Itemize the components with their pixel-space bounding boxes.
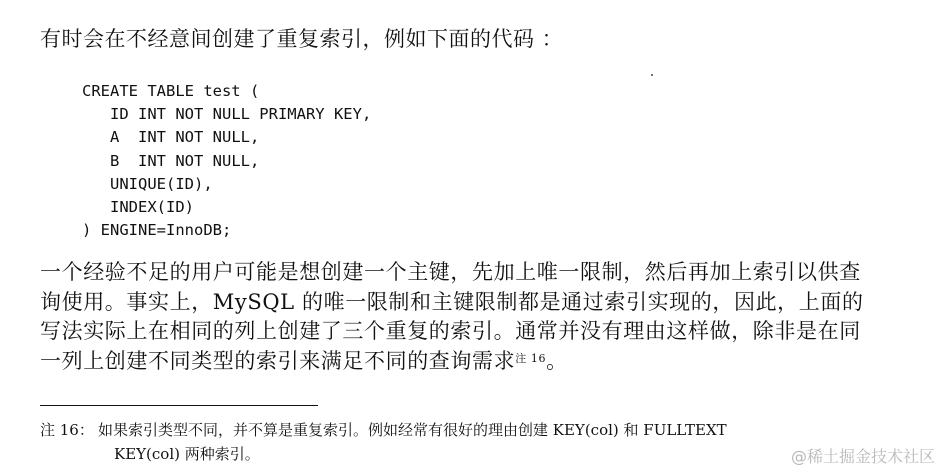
scan-speck [651, 74, 653, 76]
footnote-line-1: 如果索引类型不同，并不算是重复索引。例如经常有很好的理由创建 KEY(col) 和 FULLTEXT [98, 421, 727, 439]
footnote-label: 注 16： [40, 421, 94, 439]
footnote-line-2: KEY(col) 两种索引。 [114, 445, 260, 463]
code-block [82, 80, 371, 242]
intro-text: 有时会在不经意间创建了重复索引，例如下面的代码 ： [40, 27, 564, 51]
code-line: UNIQUE(ID), [110, 174, 213, 193]
footnote [40, 418, 727, 466]
code-line: INDEX(ID) [110, 197, 194, 216]
code-line: B INT NOT NULL, [110, 151, 260, 170]
paragraph-line: 写法实际上在相同的列上创建了三个重复的索引。通常并没有理由这样做，除非是在同 [40, 319, 861, 343]
paragraph-line: 询使用。事实上，MySQL 的唯一限制和主键限制都是通过索引实现的，因此，上面的 [40, 289, 864, 314]
paragraph-line: 一列上创建不同类型的索引来满足不同的查询需求 [40, 348, 516, 373]
code-line: ) ENGINE=InnoDB; [82, 221, 232, 240]
paragraph-last-line [40, 347, 920, 377]
paragraph-line: 一个经验不足的用户可能是想创建一个主键，先加上唯一限制，然后再加上索引以供查 [40, 260, 861, 284]
code-line: ID INT NOT NULL PRIMARY KEY, [110, 105, 372, 124]
footnote-divider [40, 405, 318, 406]
watermark: @稀土掘金技术社区 [790, 447, 935, 466]
footnote-marker[interactable]: 注 16 [515, 351, 547, 365]
code-line: A INT NOT NULL, [110, 128, 260, 147]
code-line: CREATE TABLE test ( [82, 82, 260, 100]
body-paragraph [40, 258, 920, 376]
paragraph-end: 。 [546, 348, 568, 373]
